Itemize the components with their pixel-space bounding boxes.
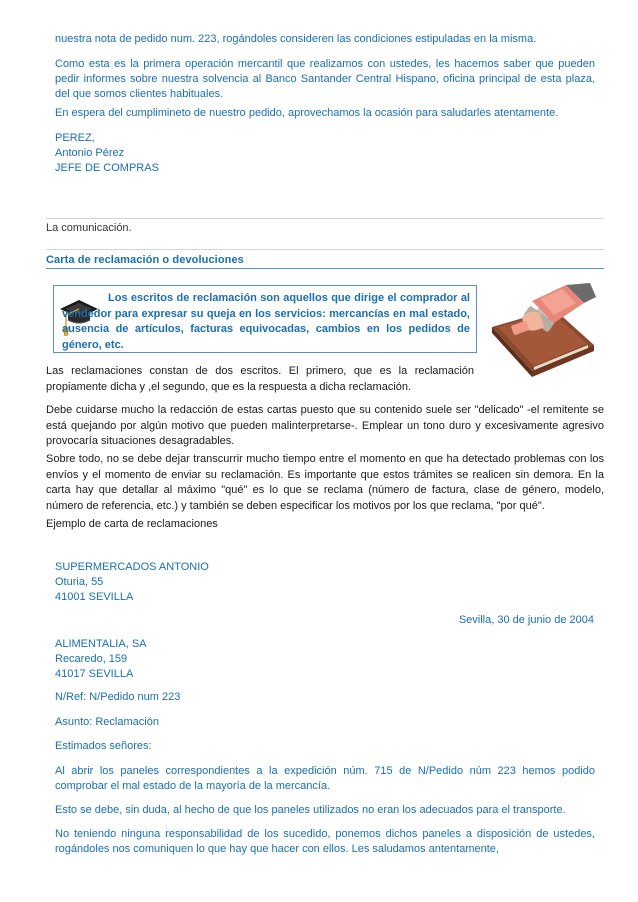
callout-box [53,285,477,353]
body-paragraph-4: Ejemplo de carta de reclamaciones [46,518,218,530]
body-paragraph-3: Sobre todo, no se debe dejar transcurrir mucho tiempo entre el momento en que ha detectado problemas con los envíos y el momento de enviar su reclamación. Es importante que estos trámites se realicen sin demora. En la carta hay que detallar al máximo "qué" es lo que se reclama (número de factura, clase de género, modelo, número de referencia, etc.) y también se deben especificar los motivos por los que reclama, "por qué". [46,453,604,512]
sender-line-3: 41001 SEVILLA [55,591,134,603]
letter-reference: N/Ref: N/Pedido num 223 [55,691,181,703]
letter-date: Sevilla, 30 de junio de 2004 [458,614,594,626]
nav-link-comunicacion[interactable]: La comunicación. [46,222,132,234]
signature-line-3: JEFE DE COMPRAS [55,162,159,174]
signature-line-1: PEREZ, [55,132,95,144]
divider-section-bottom [46,268,604,269]
letter1-paragraph-espera: En espera del cumplimineto de nuestro pedido, aprovechamos la ocasión para saludarles atentamente. [55,107,559,119]
signature-line-2: Antonio Pérez [55,147,125,159]
letter2-paragraph-1: Al abrir los paneles correspondientes a la expedición núm. 715 de N/Pedido núm 223 hemos podido comprobar el mal estado de la mayoría de la mercancía. [55,765,595,792]
sender-line-1: SUPERMERCADOS ANTONIO [55,561,209,573]
letter-greeting: Estimados señores: [55,740,152,752]
recipient-line-3: 41017 SEVILLA [55,668,134,680]
divider-top [46,218,604,219]
body-paragraph-1: Las reclamaciones constan de dos escritos. El primero, que es la reclamación propiamente dicha y ,el segundo, que es la respuesta a dicha reclamación. [46,365,474,393]
body-paragraph-2: Debe cuidarse mucho la redacción de estas cartas puesto que su contenido suele ser "delicado" -el remitente se está quejando por algún motivo que pueden malinterpretarse-. Emplear un tono duro y excesivamente agresivo provocaría situaciones desagradables. [46,404,604,447]
hand-stamp-book-illustration [484,283,596,379]
letter2-paragraph-3: No teniendo ninguna responsabilidad de los sucedido, ponemos dichos paneles a disposición de ustedes, rogándoles nos comuniquen lo que hay que hacer con ellos. Les saludamos antentamente, [55,828,595,855]
letter1-paragraph-solvencia: Como esta es la primera operación mercantil que realizamos con ustedes, les hacemos saber que pueden pedir informes sobre nuestra solvencia al Banco Santander Central Hispano, oficina principal de esta plaza, del que somos clientes habituales. [55,58,595,100]
divider-section-top [46,249,604,250]
recipient-line-2: Recaredo, 159 [55,653,128,665]
recipient-line-1: ALIMENTALIA, SA [55,638,147,650]
letter1-paragraph-continued: nuestra nota de pedido num. 223, rogándoles consideren las condiciones estipuladas en la misma. [55,33,537,45]
letter2-paragraph-2: Esto se debe, sin duda, al hecho de que los paneles utilizados no eran los adecuados para el transporte. [55,804,566,816]
letter-subject: Asunto: Reclamación [55,716,159,728]
sender-line-2: Oturia, 55 [55,576,104,588]
section-title: Carta de reclamación o devoluciones [46,254,244,266]
callout-text: Los escritos de reclamación son aquellos que dirige el comprador al vendedor para expresar su queja en los servicios: mercancías en mal estado, ausencia de artículos, facturas equivocadas, cambios en los pedidos de género, etc. [62,292,470,351]
